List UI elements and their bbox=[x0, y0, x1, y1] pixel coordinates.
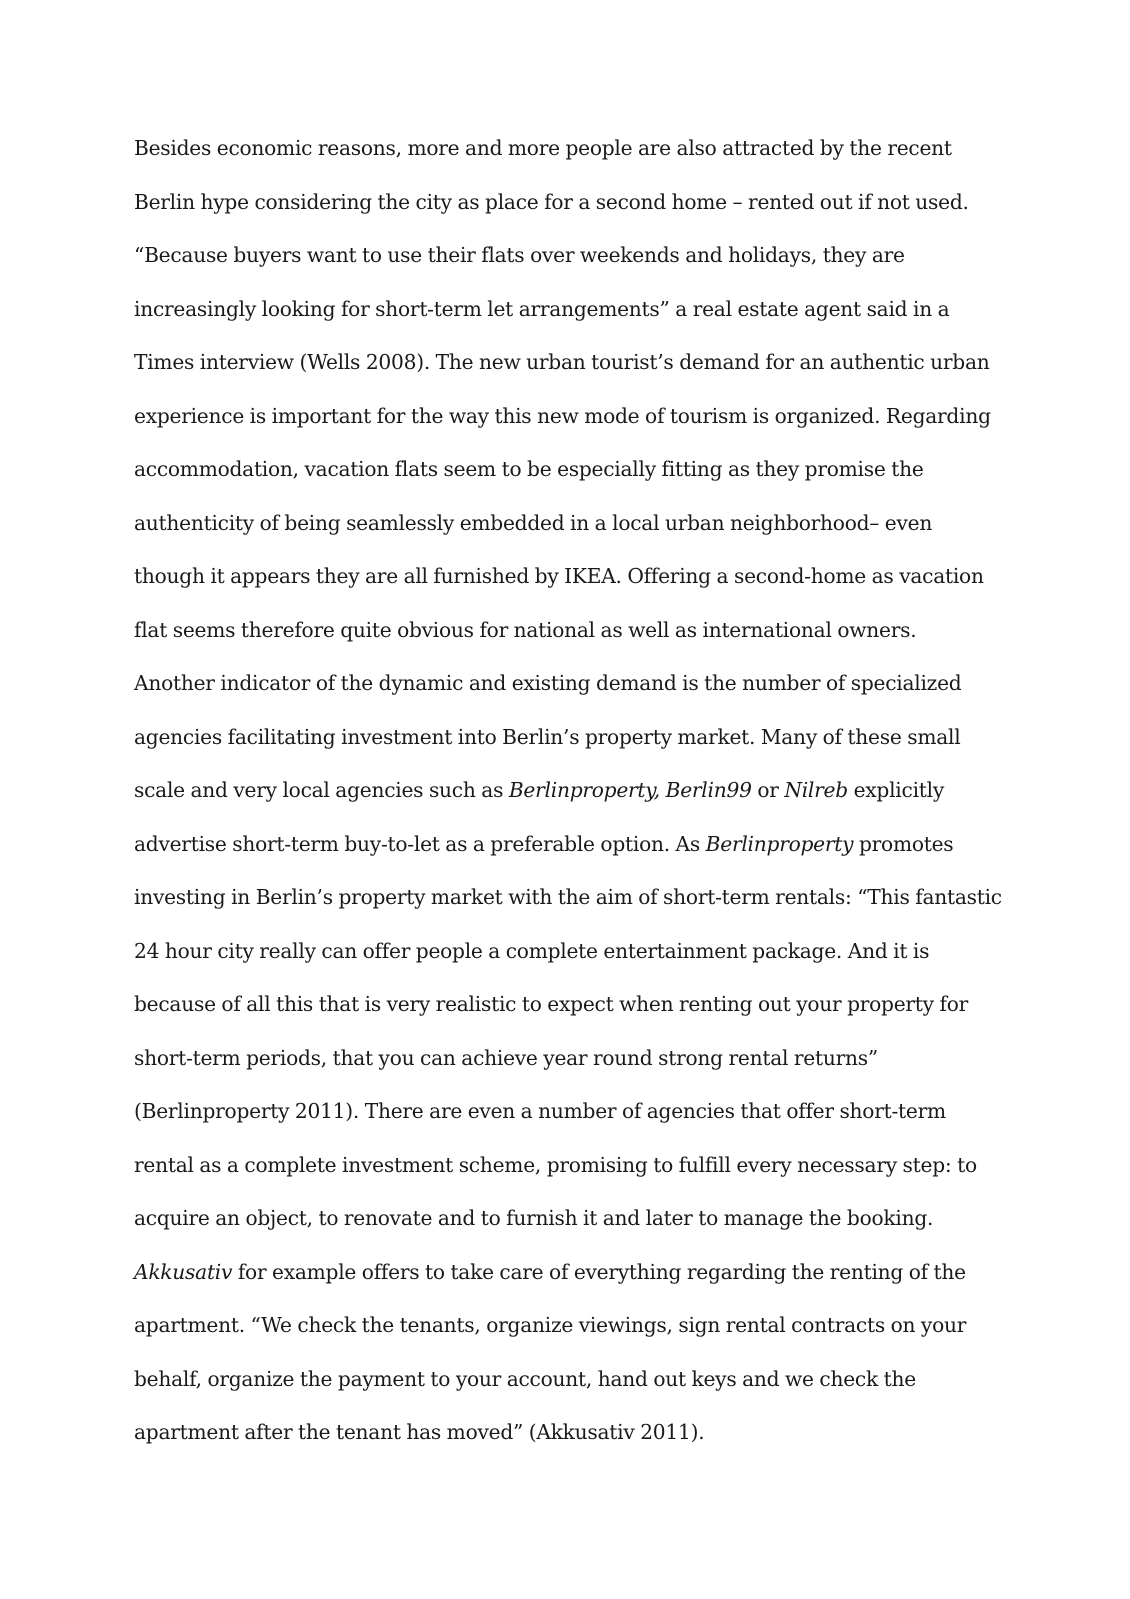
agency-name-nilreb: Nilreb bbox=[784, 778, 848, 802]
paragraph-2 bbox=[134, 657, 1004, 1460]
paragraph-2-text-3: or bbox=[751, 778, 785, 802]
agency-name-berlin99: Berlin99 bbox=[665, 778, 752, 802]
paragraph-1: Besides economic reasons, more and more people are also attracted by the recent Berlin hype considering the city as place for a second home – rented out if not used. “Because buyers want to use their flats over weekends and holidays, they are increasingly looking for short-term let arrangements” a real estate agent said in a Times interview (Wells 2008). The new urban tourist’s demand for an authentic urban experience is important for the way this new mode of tourism is organized. Regarding accommodation, vacation flats seem to be especially fitting as they promise the authenticity of being seamlessly embedded in a local urban neighborhood– even though it appears they are all furnished by IKEA. Offering a second-home as vacation flat seems therefore quite obvious for national as well as international owners. bbox=[134, 136, 991, 642]
paragraph-2-text-5: promotes investing in Berlin’s property market with the aim of short-term rentals: “This fantastic 24 hour city really can offer people a complete entertainment package. And it is because of all this that is very realistic to expect when renting out your property for short-term periods, that you can achieve year round strong rental returns” (Berlinproperty 2011). There are even a number of agencies that offer short-term rental as a complete investment scheme, promising to fulfill every necessary step: to acquire an object, to renovate and to furnish it and later to manage the booking. bbox=[134, 831, 1002, 1230]
agency-name-berlinproperty-2: Berlinproperty bbox=[705, 831, 854, 856]
agency-name-berlinproperty: Berlinproperty, bbox=[508, 778, 660, 802]
agency-name-akkusativ: Akkusativ bbox=[134, 1259, 233, 1284]
paragraph-2-text-1: Another indicator of the dynamic and existing demand is the number of specialized agencies facilitating investment into Berlin’s property market. Many of these small scale and very local agencies such as bbox=[134, 671, 962, 802]
paragraph-2-text-6: for example offers to take care of everything regarding the renting of the apartment. “We check the tenants, organize viewings, sign rental contracts on your behalf, organize the payment to your account, hand out keys and we check the apartment after the tenant has moved” (Akkusativ 2011). bbox=[134, 1259, 967, 1444]
body-text bbox=[134, 122, 1004, 1460]
paragraph-2-text-4: explicitly advertise short-term buy-to-let as a preferable option. As bbox=[134, 778, 944, 856]
